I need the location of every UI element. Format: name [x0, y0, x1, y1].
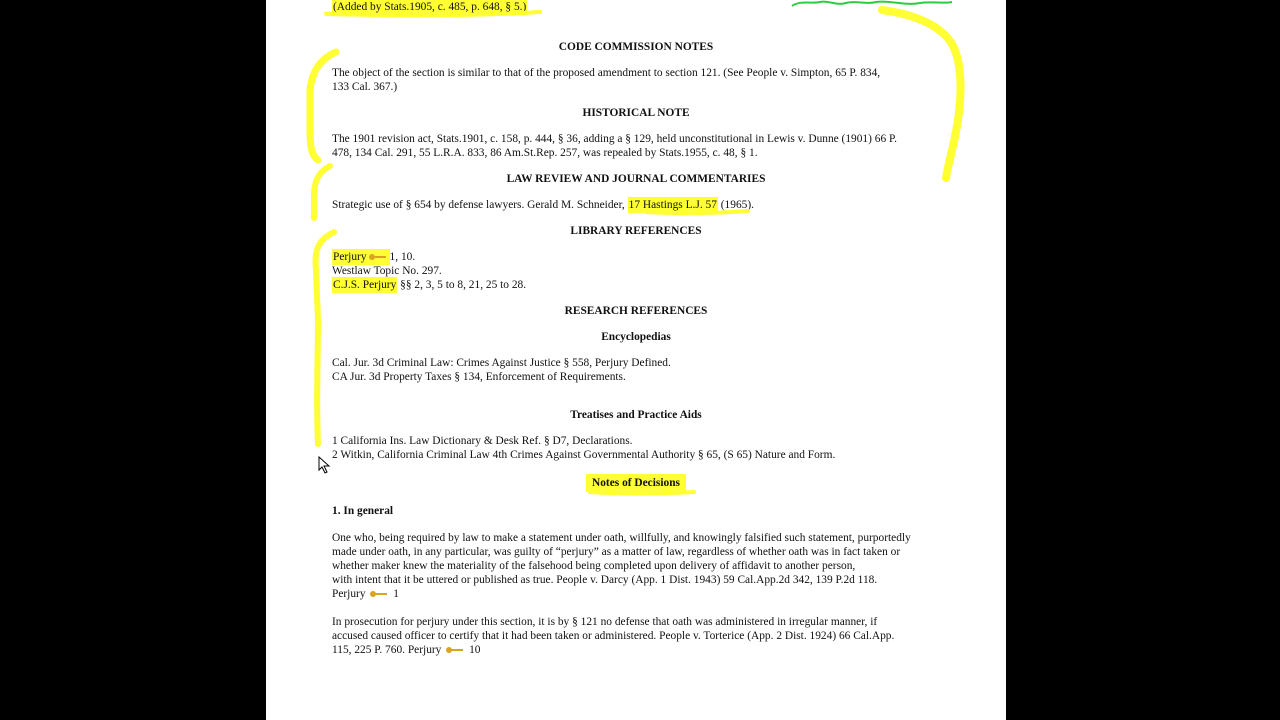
encyclopedia-entry-1: Cal. Jur. 3d Criminal Law: Crimes Against Justice § 558, Perjury Defined. [332, 357, 671, 369]
library-references-heading: LIBRARY REFERENCES [570, 225, 702, 237]
notes-of-decisions-heading [266, 476, 1006, 490]
decision-1-keynumber: 1 [393, 588, 399, 600]
key-icon [370, 590, 388, 598]
research-references-heading: RESEARCH REFERENCES [564, 305, 708, 317]
law-review-heading: LAW REVIEW AND JOURNAL COMMENTARIES [506, 173, 766, 185]
library-perjury-line [332, 250, 415, 264]
decision-1-line-4: with intent that it be uttered or published as true. People v. Darcy (App. 1 Dist. 1943) 59 Cal.App.2d 342, 139 P.2d 118. [332, 574, 878, 586]
cjs-perjury-highlight: C.J.S. Perjury [333, 279, 397, 291]
perjury-highlight [332, 249, 390, 265]
historical-line-2: 478, 134 Cal. 291, 55 L.R.A. 833, 86 Am.St.Rep. 257, was repealed by Stats.1955, c. 48, § 1. [332, 147, 758, 159]
decision-2-citation: 115, 225 P. 760. Perjury [332, 644, 442, 656]
law-review-line [332, 198, 754, 212]
hastings-citation-highlight: 17 Hastings L.J. 57 [628, 199, 717, 211]
decision-1-line-5 [332, 587, 399, 601]
decision-2-line-1: In prosecution for perjury under this section, it is by § 121 no defense that oath was administered in irregular manner, if [332, 616, 878, 628]
notes-of-decisions-highlight: Notes of Decisions [586, 474, 686, 492]
treatises-heading: Treatises and Practice Aids [570, 409, 702, 421]
code-commission-heading: CODE COMMISSION NOTES [558, 41, 714, 53]
decision-1-line-1: One who, being required by law to make a statement under oath, willfully, and knowingly falsified such statement, purportedly [332, 532, 911, 544]
code-commission-line-1: The object of the section is similar to that of the proposed amendment to section 121. (See People v. Simpton, 65 P. 834, [332, 67, 881, 79]
decision-2-line-3 [332, 643, 480, 657]
historical-line-1: The 1901 revision act, Stats.1901, c. 158, p. 444, § 36, adding a § 129, held unconstitutional in Lewis v. Dunne (1901) 66 P. [332, 133, 897, 145]
treatise-entry-1: 1 California Ins. Law Dictionary & Desk Ref. § D7, Declarations. [332, 435, 633, 447]
historical-note-heading: HISTORICAL NOTE [582, 107, 690, 119]
decision-1-line-2: made under oath, in any particular, was guilty of “perjury” as a matter of law, regardless of whether oath was in fact taken or [332, 546, 901, 558]
key-icon [446, 646, 464, 654]
decision-1-perjury: Perjury [332, 588, 366, 600]
added-by-line [332, 0, 527, 14]
perjury-suffix: 1, 10. [389, 251, 416, 263]
decision-1-line-3: whether maker knew the materiality of the falsehood being completed upon delivery of affidavit to another person, [332, 560, 856, 572]
decision-2-keynumber: 10 [469, 644, 481, 656]
encyclopedias-heading: Encyclopedias [601, 331, 671, 343]
code-commission-line-2: 133 Cal. 367.) [332, 81, 398, 93]
mouse-cursor-icon [318, 456, 332, 474]
decision-2-line-2: accused caused officer to certify that it had been taken or administered. People v. Torterice (App. 2 Dist. 1924) 66 Cal.App. [332, 630, 895, 642]
perjury-label: Perjury [333, 251, 367, 263]
treatise-entry-2: 2 Witkin, California Criminal Law 4th Crimes Against Governmental Authority § 65, (S 65) Nature and Form. [332, 449, 836, 461]
law-review-prefix: Strategic use of § 654 by defense lawyers. Gerald M. Schneider, [332, 199, 628, 211]
key-icon [369, 253, 387, 261]
in-general-subheading: 1. In general [332, 505, 394, 517]
law-review-suffix: (1965). [717, 199, 754, 211]
cjs-line [332, 278, 526, 292]
encyclopedia-entry-2: CA Jur. 3d Property Taxes § 134, Enforcement of Requirements. [332, 371, 626, 383]
document-page [266, 0, 1006, 720]
westlaw-line: Westlaw Topic No. 297. [332, 265, 442, 277]
cjs-suffix: §§ 2, 3, 5 to 8, 21, 25 to 28. [397, 279, 527, 291]
added-by-highlight: (Added by Stats.1905, c. 485, p. 648, § 5.) [333, 1, 527, 13]
